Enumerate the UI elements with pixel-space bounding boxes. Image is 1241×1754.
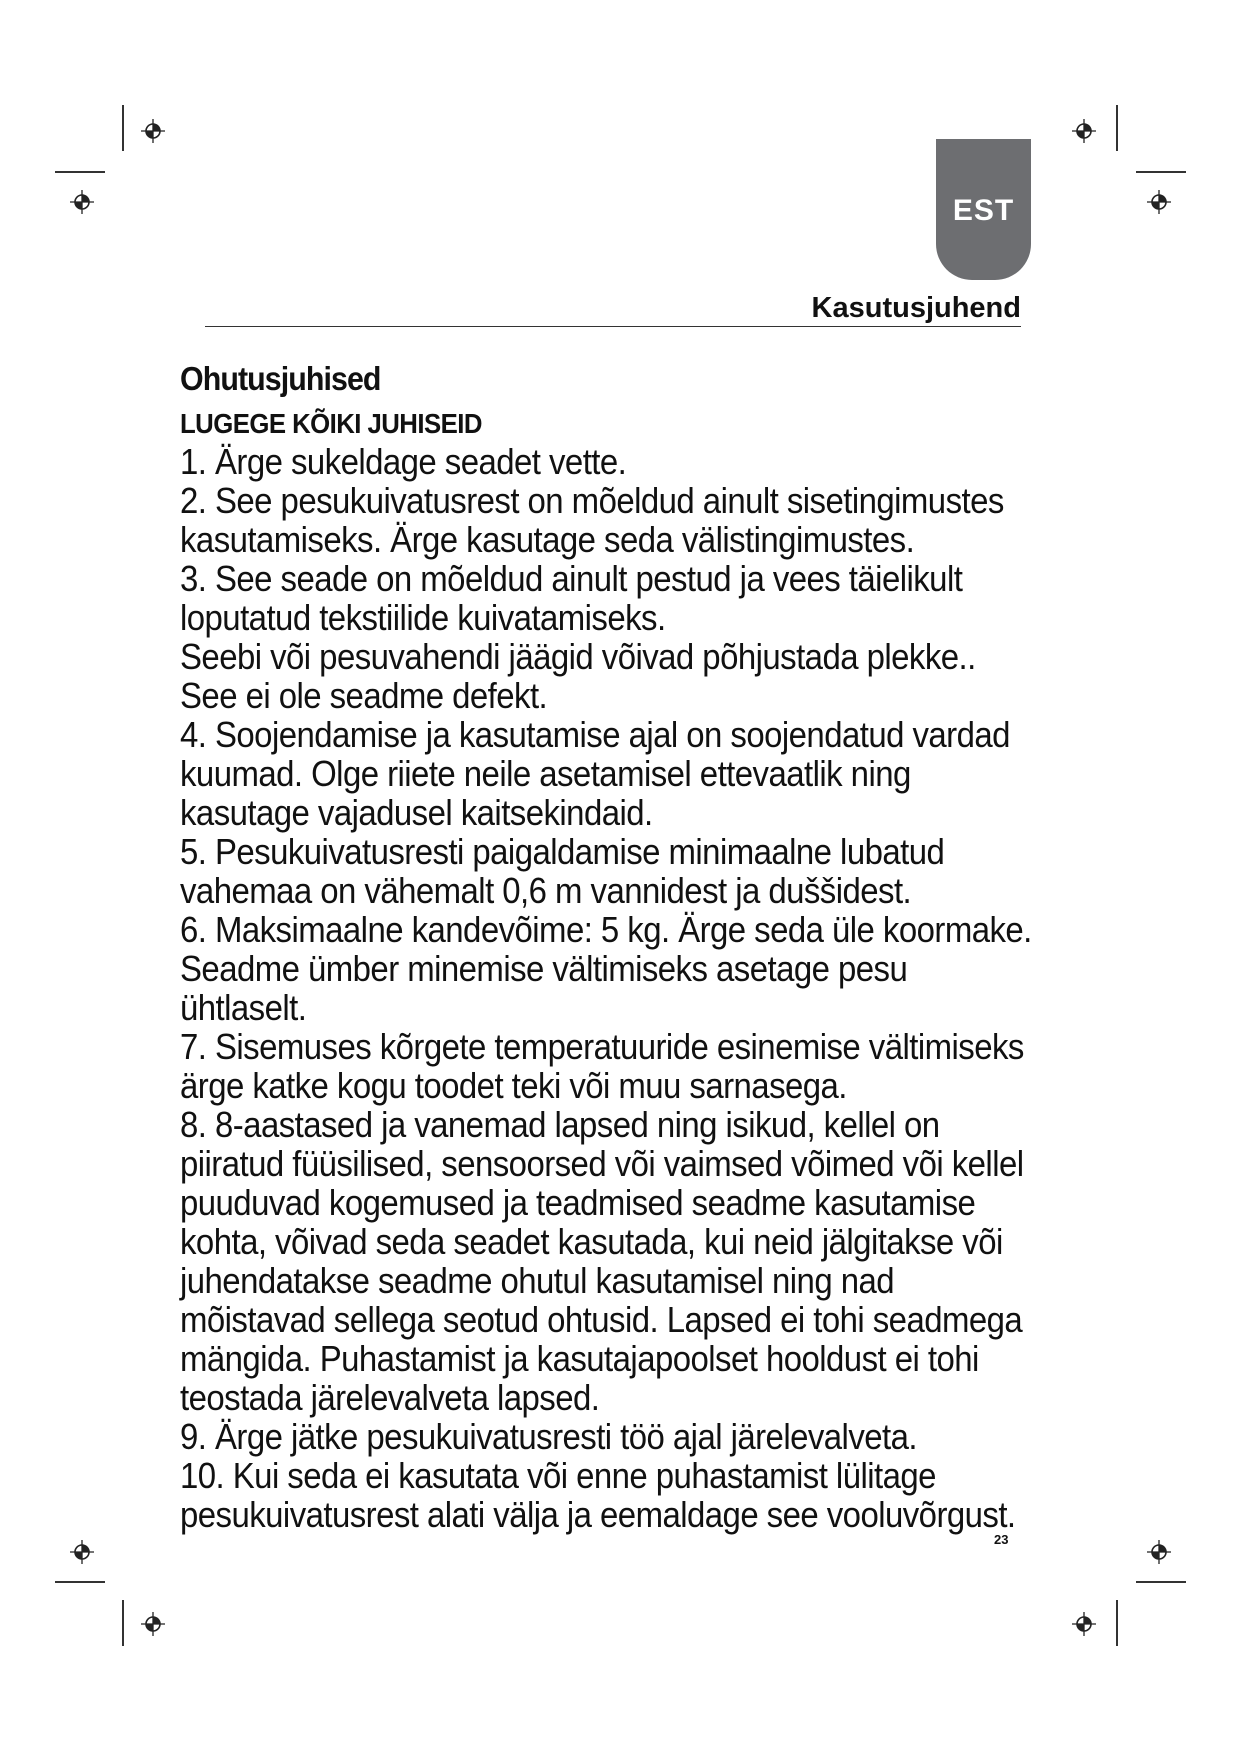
- registration-mark-icon: [140, 1611, 166, 1637]
- text-line: 8. 8-aastased ja vanemad lapsed ning isikud, kellel on: [180, 1104, 940, 1145]
- text-line: 6. Maksimaalne kandevõime: 5 kg. Ärge seda üle koormake.: [180, 909, 1032, 950]
- text-line: kohta, võivad seda seadet kasutada, kui neid jälgitakse või: [180, 1221, 1003, 1262]
- registration-mark-icon: [1071, 118, 1097, 144]
- crop-mark: [1116, 1600, 1118, 1646]
- text-line: kuumad. Olge riiete neile asetamisel ettevaatlik ning: [180, 753, 911, 794]
- text-line: kasutamiseks. Ärge kasutage seda välistingimustes.: [180, 519, 915, 560]
- text-line: teostada järelevalveta lapsed.: [180, 1377, 600, 1418]
- text-line: pesukuivatusrest alati välja ja eemaldage see vooluvõrgust.: [180, 1494, 1016, 1535]
- section-title: Ohutusjuhised: [180, 360, 381, 397]
- crop-mark: [55, 1581, 105, 1583]
- text-line: 5. Pesukuivatusresti paigaldamise minimaalne lubatud: [180, 831, 945, 872]
- text-line: 4. Soojendamise ja kasutamise ajal on soojendatud vardad: [180, 714, 1010, 755]
- registration-mark-icon: [140, 118, 166, 144]
- document-title: Kasutusjuhend: [811, 292, 1021, 324]
- safety-instructions: [180, 360, 1080, 1534]
- text-line: ühtlaselt.: [180, 987, 307, 1028]
- instruction-list: [180, 441, 1032, 1535]
- registration-mark-icon: [69, 1539, 95, 1565]
- header-divider: [205, 326, 1021, 327]
- crop-mark: [55, 171, 105, 173]
- crop-mark: [1136, 171, 1186, 173]
- text-line: loputatud tekstiilide kuivatamiseks.: [180, 597, 666, 638]
- text-line: kasutage vajadusel kaitsekindaid.: [180, 792, 653, 833]
- text-line: 3. See seade on mõeldud ainult pestud ja vees täielikult: [180, 558, 963, 599]
- text-line: Seebi või pesuvahendi jäägid võivad põhjustada plekke..: [180, 636, 976, 677]
- text-line: piiratud füüsilised, sensoorsed või vaimsed võimed või kellel: [180, 1143, 1024, 1184]
- registration-mark-icon: [1146, 1539, 1172, 1565]
- text-line: Seadme ümber minemise vältimiseks asetage pesu: [180, 948, 908, 989]
- text-line: vahemaa on vähemalt 0,6 m vannidest ja duššidest.: [180, 870, 912, 911]
- text-line: ärge katke kogu toodet teki või muu sarnasega.: [180, 1065, 847, 1106]
- crop-mark: [1116, 105, 1118, 151]
- text-line: puuduvad kogemused ja teadmised seadme kasutamise: [180, 1182, 976, 1223]
- text-line: 9. Ärge jätke pesukuivatusresti töö ajal järelevalveta.: [180, 1416, 918, 1457]
- text-line: 7. Sisemuses kõrgete temperatuuride esinemise vältimiseks: [180, 1026, 1024, 1067]
- language-tab-label: EST: [952, 194, 1015, 227]
- text-line: 1. Ärge sukeldage seadet vette.: [180, 441, 627, 482]
- text-line: mängida. Puhastamist ja kasutajapoolset hooldust ei tohi: [180, 1338, 979, 1379]
- text-line: See ei ole seadme defekt.: [180, 675, 548, 716]
- registration-mark-icon: [69, 189, 95, 215]
- registration-mark-icon: [1071, 1611, 1097, 1637]
- registration-mark-icon: [1146, 189, 1172, 215]
- text-line: mõistavad sellega seotud ohtusid. Lapsed ei tohi seadmega: [180, 1299, 1023, 1340]
- text-line: 10. Kui seda ei kasutata või enne puhastamist lülitage: [180, 1455, 936, 1496]
- crop-mark: [122, 105, 124, 151]
- section-subtitle: LUGEGE KÕIKI JUHISEID: [180, 408, 482, 439]
- text-line: 2. See pesukuivatusrest on mõeldud ainult sisetingimustes: [180, 480, 1004, 521]
- crop-mark: [1136, 1581, 1186, 1583]
- page-number: 23: [994, 1532, 1009, 1547]
- text-line: juhendatakse seadme ohutul kasutamisel ning nad: [180, 1260, 895, 1301]
- crop-mark: [122, 1600, 124, 1646]
